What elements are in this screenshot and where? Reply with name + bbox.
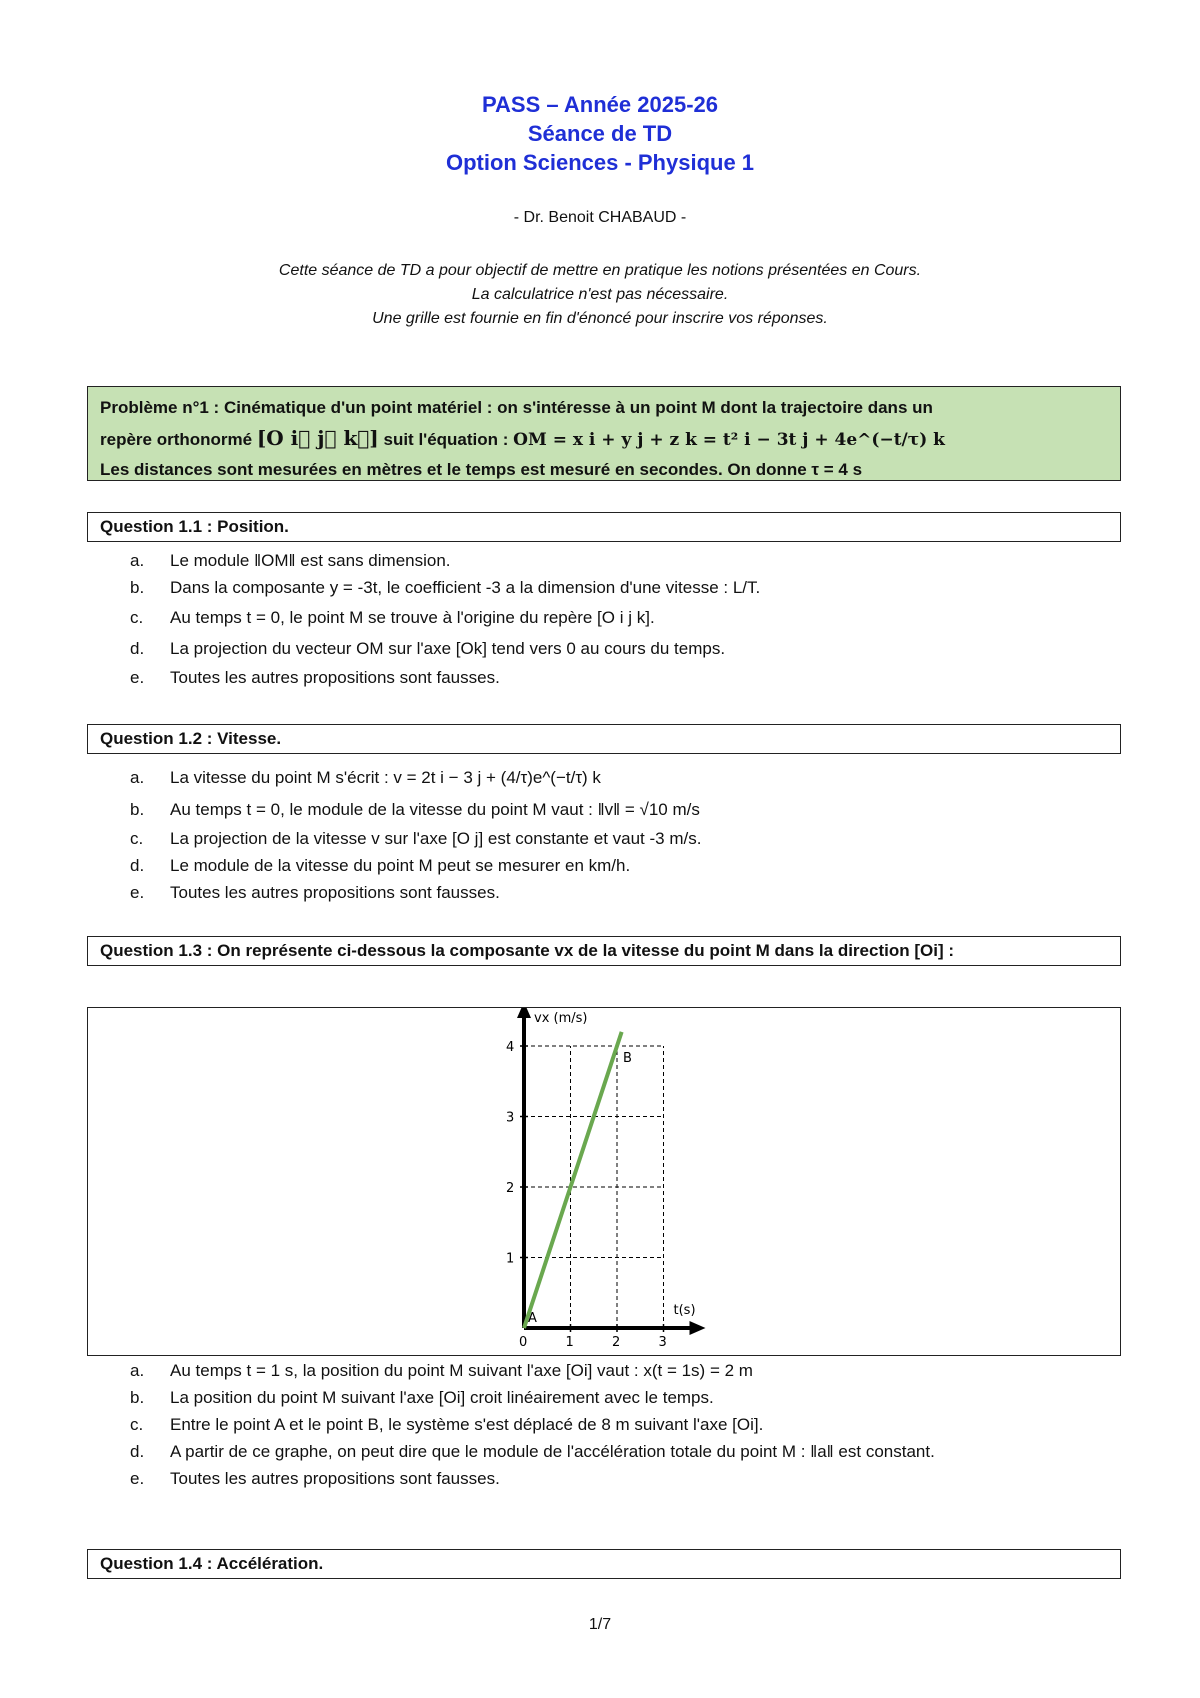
- x-tick-label: 3: [658, 1335, 667, 1350]
- x-tick-label: 0: [519, 1335, 528, 1350]
- course-title: PASS – Année 2025-26: [481, 92, 718, 117]
- intro-line: La calculatrice n'est pas nécessaire.: [471, 286, 729, 303]
- problem-line-3: Les distances sont mesurées en mètres et le temps est mesuré en secondes. On donne τ = 4 s: [100, 460, 863, 479]
- option-item[interactable]: e. Toutes les autres propositions sont fausses.: [130, 883, 500, 902]
- author: - Dr. Benoit CHABAUD -: [513, 209, 687, 226]
- y-axis-label: vx (m/s): [534, 1011, 588, 1026]
- option-item[interactable]: a. La vitesse du point M s'écrit : v = 2t i − 3 j + (4/τ)e^(−t/τ) k: [130, 768, 601, 787]
- question-1-2-title: Question 1.2 : Vitesse.: [87, 724, 1121, 754]
- option-item[interactable]: c. Au temps t = 0, le point M se trouve à l'origine du repère [O i j k].: [130, 608, 655, 627]
- y-tick-label: 1: [506, 1251, 515, 1267]
- problem-line-2: [100, 423, 1108, 455]
- option-title: Option Sciences - Physique 1: [445, 150, 755, 175]
- option-item[interactable]: d. Le module de la vitesse du point M peut se mesurer en km/h.: [130, 856, 631, 875]
- trajectory-equation: OM = x i + y j + z k = t² i − 3t j + 4e^(−t/τ) k: [513, 430, 945, 450]
- intro-line: Une grille est fournie en fin d'énoncé pour inscrire vos réponses.: [372, 310, 828, 327]
- question-1-2-options: [130, 761, 1090, 906]
- question-1-3-options: [130, 1357, 1090, 1492]
- page-number: 1/7: [588, 1616, 612, 1633]
- x-axis-arrow: [690, 1321, 706, 1335]
- x-axis-label: t(s): [673, 1303, 696, 1318]
- problem-statement: [87, 386, 1121, 481]
- x-tick-label: 1: [565, 1335, 574, 1350]
- option-item[interactable]: c. Entre le point A et le point B, le système s'est déplacé de 8 m suivant l'axe [Oi].: [130, 1415, 764, 1434]
- option-item[interactable]: b. Dans la composante y = -3t, le coefficient -3 a la dimension d'une vitesse : L/T.: [130, 578, 761, 597]
- question-1-4-title: Question 1.4 : Accélération.: [87, 1549, 1121, 1579]
- frame-symbol: [O i⃗ j⃗ k⃗]: [256, 426, 379, 450]
- option-item[interactable]: a. Au temps t = 1 s, la position du point M suivant l'axe [Oi] vaut : x(t = 1s) = 2 m: [130, 1361, 753, 1380]
- option-item[interactable]: b. La position du point M suivant l'axe [Oi] croit linéairement avec le temps.: [130, 1388, 714, 1407]
- option-item[interactable]: d. A partir de ce graphe, on peut dire que le module de l'accélération totale du point M : ‖a‖ est constant.: [130, 1442, 935, 1461]
- velocity-graph-frame: [87, 1007, 1121, 1356]
- y-tick-label: 3: [506, 1110, 515, 1126]
- chart-grid: [524, 1046, 664, 1328]
- y-axis-arrow: [517, 1008, 531, 1018]
- question-1-3-title: Question 1.3 : On représente ci-dessous la composante vx de la vitesse du point M dans la direction [Oi] :: [87, 936, 1121, 966]
- velocity-line: [524, 1032, 622, 1328]
- question-1-1-title: Question 1.1 : Position.: [87, 512, 1121, 542]
- option-item[interactable]: e. Toutes les autres propositions sont fausses.: [130, 668, 500, 687]
- velocity-chart: [88, 1008, 1119, 1354]
- option-item[interactable]: a. Le module ‖OM‖ est sans dimension.: [130, 551, 451, 570]
- problem-equation-prefix: suit l'équation :: [383, 430, 509, 449]
- session-title: Séance de TD: [527, 121, 673, 146]
- point-label-b: B: [623, 1051, 632, 1066]
- x-tick-label: 2: [612, 1335, 621, 1350]
- y-tick-label: 4: [506, 1040, 515, 1055]
- option-item[interactable]: c. La projection de la vitesse v sur l'axe [O j] est constante et vaut -3 m/s.: [130, 829, 702, 848]
- point-label-a: A: [528, 1311, 537, 1326]
- question-1-1-options: [130, 547, 1090, 691]
- option-item[interactable]: e. Toutes les autres propositions sont fausses.: [130, 1469, 500, 1488]
- problem-line-1: Problème n°1 : Cinématique d'un point matériel : on s'intéresse à un point M dont la trajectoire dans un: [100, 398, 933, 417]
- intro: [0, 259, 1200, 331]
- option-item[interactable]: d. La projection du vecteur OM sur l'axe [Ok] tend vers 0 au cours du temps.: [130, 639, 726, 658]
- option-item[interactable]: b. Au temps t = 0, le module de la vitesse du point M vaut : ‖v‖ = √10 m/s: [130, 800, 700, 819]
- problem-frame-prefix: repère orthonormé: [100, 430, 253, 449]
- document-header: [0, 90, 1200, 177]
- intro-line: Cette séance de TD a pour objectif de mettre en pratique les notions présentées en Cours.: [278, 262, 922, 279]
- chart-series: [524, 1032, 622, 1328]
- y-tick-label: 2: [506, 1181, 515, 1196]
